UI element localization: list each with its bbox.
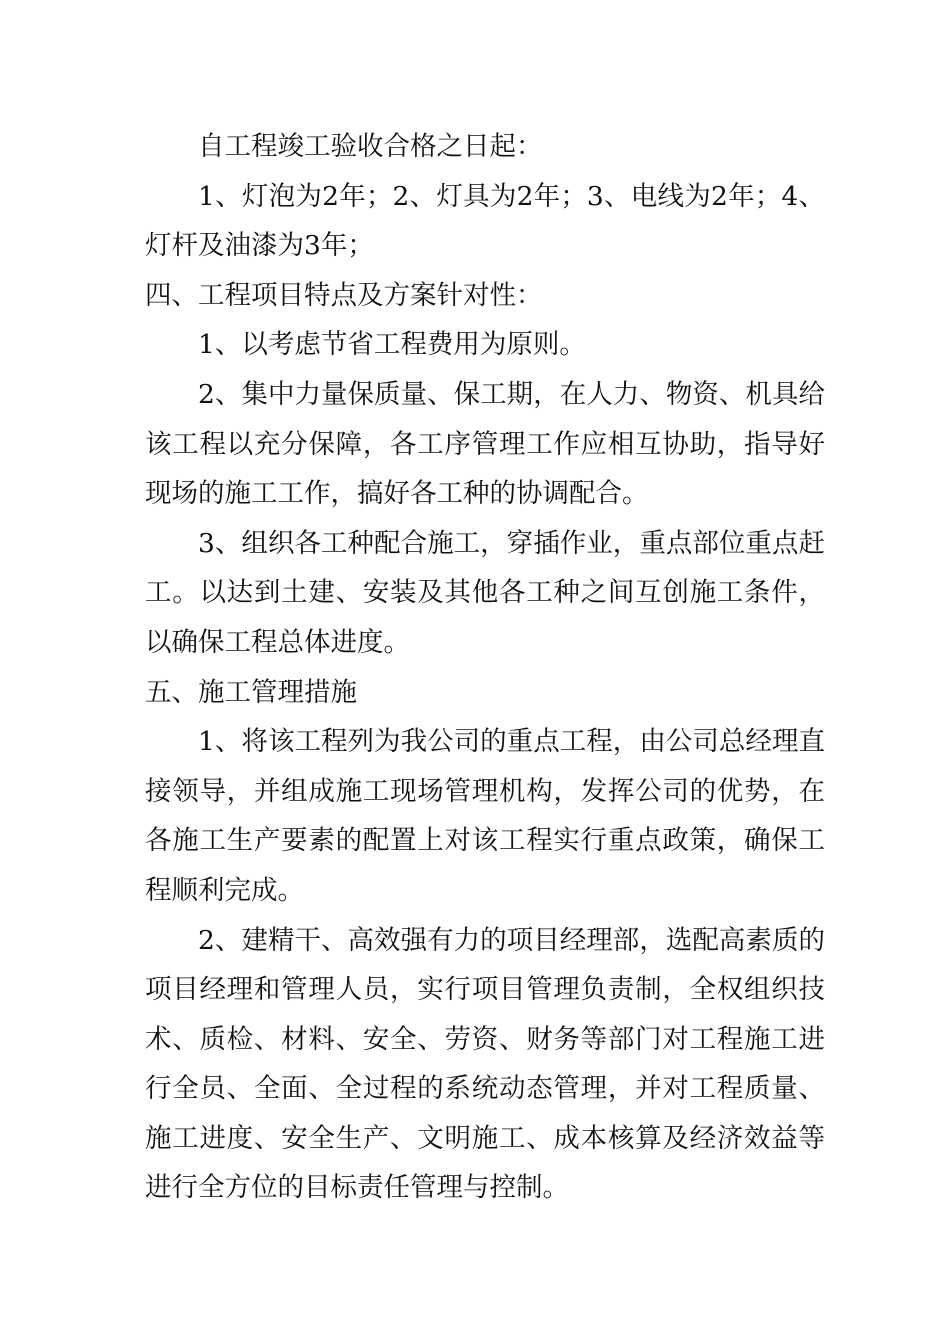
paragraph-feature-2: 2、集中力量保质量、保工期，在人力、物资、机具给该工程以充分保障，各工序管理工作应相互协助，指导好现场的施工工作，搞好各工种的协调配合。 bbox=[145, 378, 825, 510]
paragraph-feature-1: 1、以考虑节省工程费用为原则。 bbox=[198, 329, 586, 361]
paragraph-management-2: 2、建精干、高效强有力的项目经理部，选配高素质的项目经理和管理人员，实行项目管理负责制，全权组织技术、质检、材料、安全、劳资、财务等部门对工程施工进行全员、全面、全过程的系统动态管理，并对工程质量、施工进度、安全生产、文明施工、成本核算及经济效益等进行全方位的目标责任管理与控制。 bbox=[145, 924, 825, 1204]
paragraph-management-1: 1、将该工程列为我公司的重点工程，由公司总经理直接领导，并组成施工现场管理机构，发挥公司的优势，在各施工生产要素的配置上对该工程实行重点政策，确保工程顺利完成。 bbox=[145, 726, 825, 906]
paragraph-warranty-start: 自工程竣工验收合格之日起： bbox=[198, 131, 543, 162]
section-heading-features: 四、工程项目特点及方案针对性： bbox=[145, 279, 543, 311]
paragraph-feature-3: 3、组织各工种配合施工，穿插作业，重点部位重点赶工。以达到土建、安装及其他各工种之间互创施工条件，以确保工程总体进度。 bbox=[145, 527, 825, 658]
section-heading-management: 五、施工管理措施 bbox=[145, 676, 357, 708]
document-body bbox=[145, 122, 825, 1213]
paragraph-warranty-periods: 1、灯泡为2年；2、灯具为2年；3、电线为2年；4、灯杆及油漆为3年； bbox=[145, 180, 825, 262]
